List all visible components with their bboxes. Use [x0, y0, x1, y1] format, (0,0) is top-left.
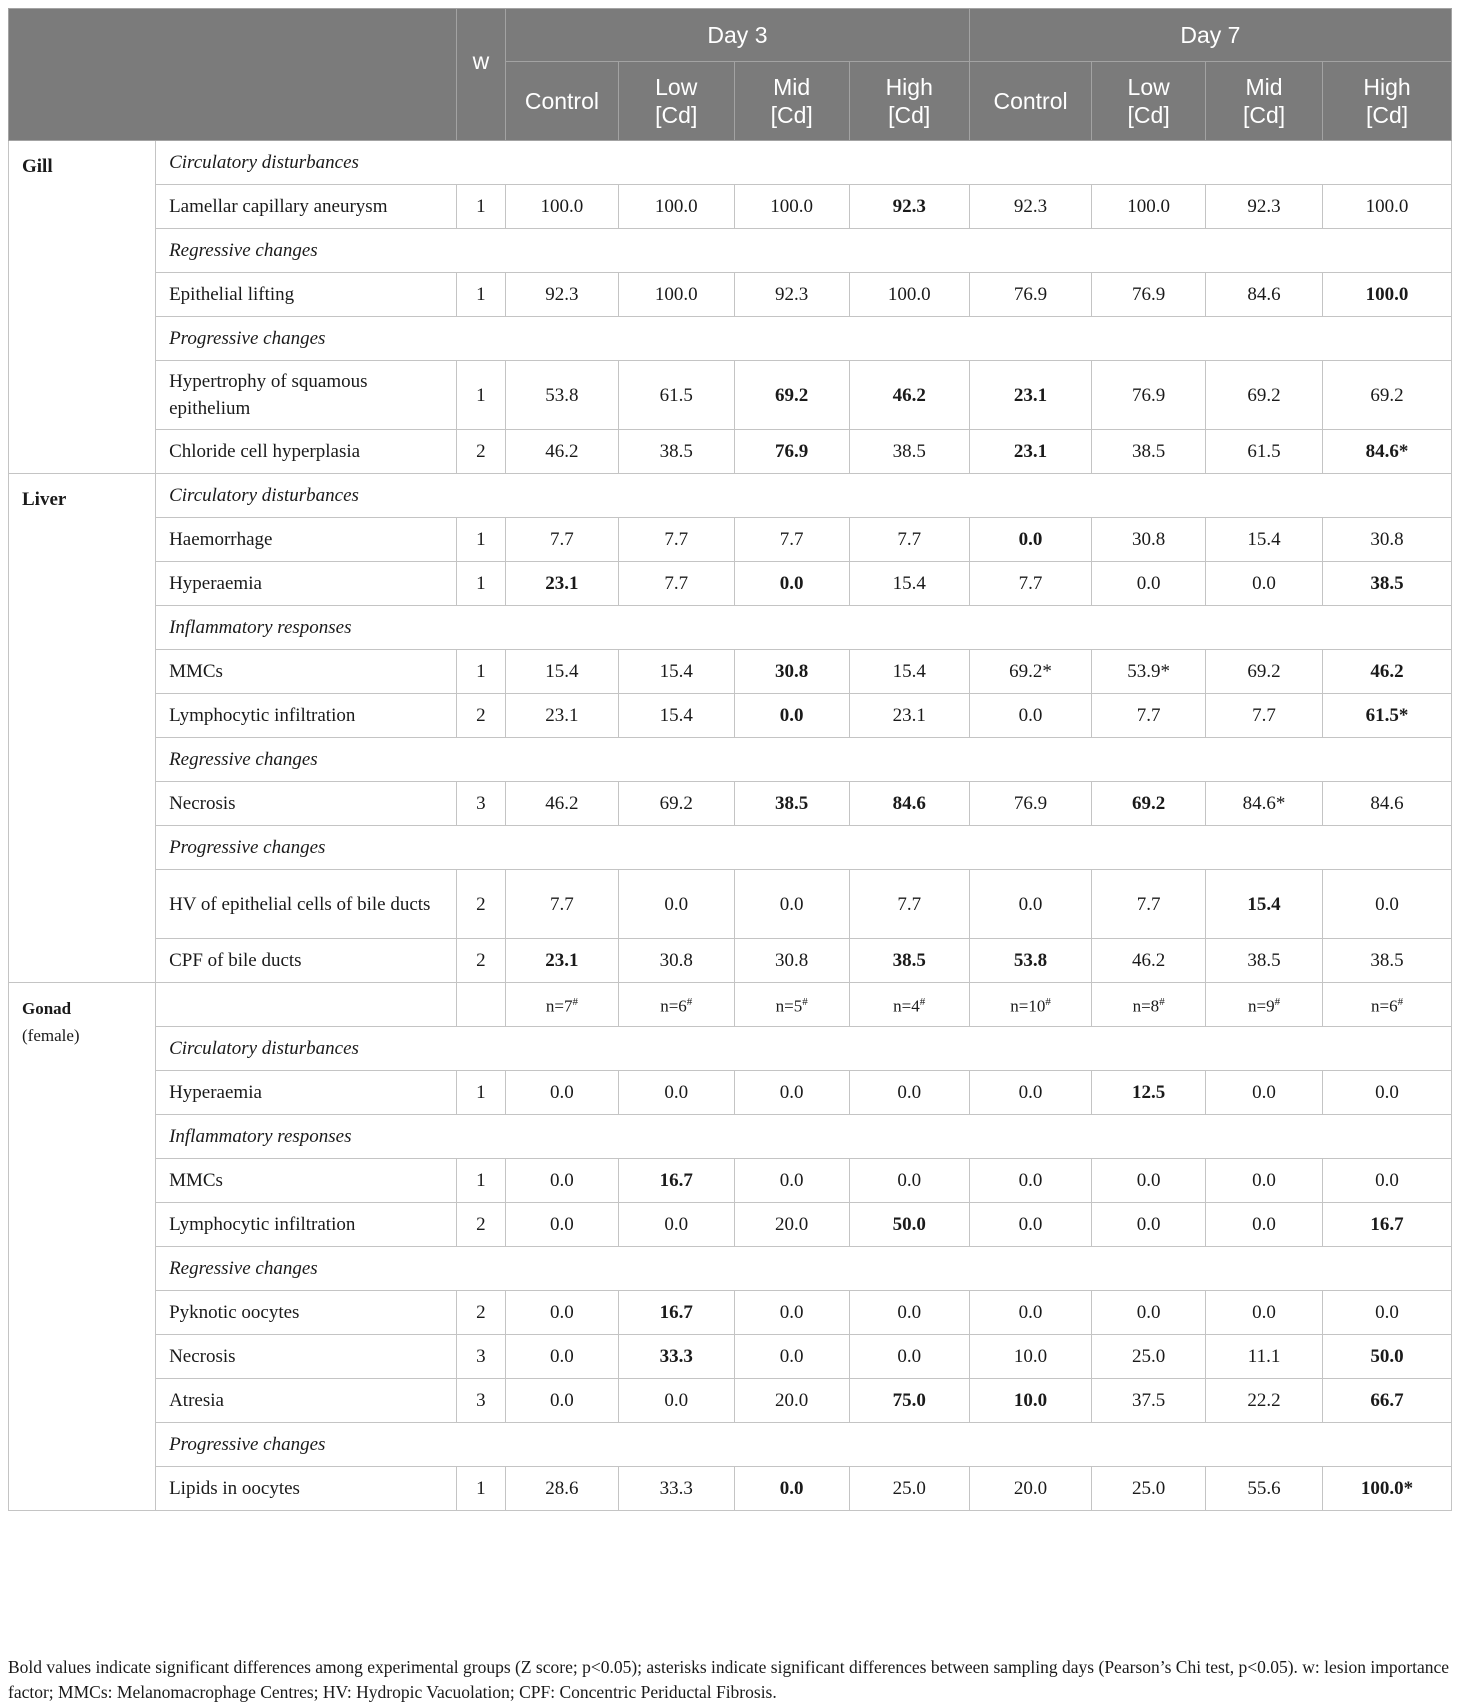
value-cell: 0.0 — [1323, 1291, 1452, 1335]
value-cell: 0.0 — [969, 1159, 1091, 1203]
value-cell: 75.0 — [849, 1379, 969, 1423]
lesion-label: Lymphocytic infiltration — [156, 1203, 457, 1247]
sample-size-cell — [1092, 983, 1206, 1027]
value-cell: 0.0 — [1206, 1203, 1323, 1247]
value-cell: 0.0 — [1206, 1291, 1323, 1335]
value-cell: 15.4 — [506, 650, 619, 694]
w-factor-cell: 2 — [456, 694, 505, 738]
sample-size-marker: # — [572, 996, 578, 1009]
value-cell: 92.3 — [734, 273, 849, 317]
column-header-line: Control — [993, 88, 1068, 114]
table-row — [9, 870, 1452, 939]
lesion-label: Lymphocytic infiltration — [156, 694, 457, 738]
sample-size-value: n=6 — [660, 996, 687, 1016]
category-label: Progressive changes — [156, 826, 1452, 870]
sample-size-value: n=7 — [545, 996, 573, 1016]
w-column-header: w — [456, 9, 505, 141]
value-cell: 38.5 — [734, 782, 849, 826]
table-row — [9, 1379, 1452, 1423]
sample-size-value: n=5 — [775, 996, 803, 1016]
value-cell: 0.0 — [734, 694, 849, 738]
lesion-label: CPF of bile ducts — [156, 939, 457, 983]
w-factor-cell: 1 — [456, 650, 505, 694]
value-cell: 0.0 — [849, 1335, 969, 1379]
category-row — [9, 229, 1452, 273]
value-cell: 38.5 — [849, 430, 969, 474]
value-cell: 100.0 — [734, 185, 849, 229]
value-cell: 10.0 — [969, 1379, 1091, 1423]
w-factor-cell: 3 — [456, 1335, 505, 1379]
table-footnote: Bold values indicate significant differences among experimental groups (Z score; p<0.05); asterisks indicate significant differences between sampling days (Pearson’s Chi test, p<0.05). w: lesion importance factor; MMCs: Melanomacrophage Centres; HV: Hydropic Vacuolation; CPF: Concentric Periductal Fibrosis. — [8, 1657, 1450, 1702]
value-cell: 22.2 — [1206, 1379, 1323, 1423]
value-cell: 38.5 — [1323, 939, 1452, 983]
sample-size-marker: # — [1045, 996, 1051, 1009]
value-cell: 0.0 — [506, 1159, 619, 1203]
value-cell: 100.0 — [618, 273, 734, 317]
table-row — [9, 1467, 1452, 1511]
category-label: Circulatory disturbances — [156, 474, 1452, 518]
column-header-line: Mid — [773, 74, 811, 100]
value-cell: 0.0 — [1092, 562, 1206, 606]
value-cell: 100.0 — [1323, 273, 1452, 317]
value-cell: 15.4 — [849, 650, 969, 694]
sample-size-cell — [734, 983, 849, 1027]
lesion-label: Atresia — [156, 1379, 457, 1423]
lesion-label: MMCs — [156, 650, 457, 694]
sample-size-cell — [849, 983, 969, 1027]
value-cell: 53.9* — [1092, 650, 1206, 694]
value-cell: 46.2 — [1323, 650, 1452, 694]
value-cell: 7.7 — [734, 518, 849, 562]
value-cell: 69.2 — [1206, 361, 1323, 430]
empty-cell — [156, 983, 457, 1027]
w-factor-cell: 2 — [456, 939, 505, 983]
column-header-line: High — [885, 74, 933, 100]
value-cell: 0.0 — [1206, 1071, 1323, 1115]
w-factor-cell: 3 — [456, 782, 505, 826]
lesion-label: Necrosis — [156, 782, 457, 826]
column-header-line: Control — [524, 88, 599, 114]
sample-size-value: n=8 — [1132, 996, 1160, 1016]
column-header-6 — [1206, 62, 1323, 141]
value-cell: 0.0 — [618, 1203, 734, 1247]
day3-group-header: Day 3 — [506, 9, 970, 62]
value-cell: 0.0 — [506, 1071, 619, 1115]
w-factor-cell: 3 — [456, 1379, 505, 1423]
value-cell: 0.0 — [734, 1467, 849, 1511]
category-row — [9, 474, 1452, 518]
value-cell: 0.0 — [506, 1291, 619, 1335]
value-cell: 16.7 — [618, 1159, 734, 1203]
value-cell: 0.0 — [969, 1071, 1091, 1115]
column-header-2 — [734, 62, 849, 141]
value-cell: 16.7 — [618, 1291, 734, 1335]
column-header-1 — [618, 62, 734, 141]
table-header — [9, 9, 1452, 141]
value-cell: 0.0 — [734, 1291, 849, 1335]
value-cell: 0.0 — [734, 1335, 849, 1379]
value-cell: 38.5 — [849, 939, 969, 983]
value-cell: 66.7 — [1323, 1379, 1452, 1423]
value-cell: 46.2 — [506, 430, 619, 474]
histopathology-table — [8, 8, 1452, 1511]
value-cell: 30.8 — [734, 650, 849, 694]
organ-subtitle: (female) — [22, 1026, 80, 1045]
column-header-line: Low — [655, 74, 698, 100]
sample-size-value: n=6 — [1370, 996, 1398, 1016]
lesion-label: Lamellar capillary aneurysm — [156, 185, 457, 229]
category-row — [9, 317, 1452, 361]
w-factor-cell: 1 — [456, 1467, 505, 1511]
sample-size-marker: # — [1397, 996, 1404, 1009]
value-cell: 69.2 — [1323, 361, 1452, 430]
value-cell: 7.7 — [506, 870, 619, 939]
sample-size-marker: # — [686, 996, 693, 1009]
value-cell: 0.0 — [734, 1159, 849, 1203]
value-cell: 23.1 — [849, 694, 969, 738]
lesion-label: Pyknotic oocytes — [156, 1291, 457, 1335]
value-cell: 100.0* — [1323, 1467, 1452, 1511]
value-cell: 23.1 — [969, 361, 1091, 430]
value-cell: 30.8 — [618, 939, 734, 983]
category-row — [9, 826, 1452, 870]
table-row — [9, 1203, 1452, 1247]
table-row — [9, 1291, 1452, 1335]
lesion-label: Lipids in oocytes — [156, 1467, 457, 1511]
value-cell: 61.5 — [618, 361, 734, 430]
table-row — [9, 1159, 1452, 1203]
value-cell: 7.7 — [969, 562, 1091, 606]
value-cell: 0.0 — [969, 870, 1091, 939]
column-header-0 — [506, 62, 619, 141]
value-cell: 0.0 — [1092, 1203, 1206, 1247]
value-cell: 100.0 — [849, 273, 969, 317]
value-cell: 33.3 — [618, 1335, 734, 1379]
value-cell: 100.0 — [1092, 185, 1206, 229]
value-cell: 92.3 — [1206, 185, 1323, 229]
value-cell: 38.5 — [1092, 430, 1206, 474]
value-cell: 25.0 — [1092, 1335, 1206, 1379]
value-cell: 25.0 — [849, 1467, 969, 1511]
value-cell: 0.0 — [506, 1379, 619, 1423]
lesion-label: Haemorrhage — [156, 518, 457, 562]
value-cell: 38.5 — [618, 430, 734, 474]
value-cell: 0.0 — [618, 870, 734, 939]
value-cell: 84.6 — [849, 782, 969, 826]
sample-size-cell — [506, 983, 619, 1027]
category-row — [9, 1247, 1452, 1291]
value-cell: 100.0 — [1323, 185, 1452, 229]
value-cell: 0.0 — [969, 518, 1091, 562]
value-cell: 0.0 — [849, 1159, 969, 1203]
value-cell: 0.0 — [1092, 1291, 1206, 1335]
category-label: Progressive changes — [156, 317, 1452, 361]
category-label: Inflammatory responses — [156, 606, 1452, 650]
value-cell: 15.4 — [618, 650, 734, 694]
value-cell: 76.9 — [734, 430, 849, 474]
value-cell: 11.1 — [1206, 1335, 1323, 1379]
value-cell: 7.7 — [849, 518, 969, 562]
day7-group-header: Day 7 — [969, 9, 1451, 62]
category-row — [9, 1027, 1452, 1071]
w-factor-cell: 1 — [456, 562, 505, 606]
value-cell: 0.0 — [734, 562, 849, 606]
value-cell: 50.0 — [1323, 1335, 1452, 1379]
category-label: Circulatory disturbances — [156, 141, 1452, 185]
column-header-line: [Cd] — [655, 102, 698, 128]
w-factor-cell: 1 — [456, 1159, 505, 1203]
value-cell: 0.0 — [506, 1335, 619, 1379]
value-cell: 0.0 — [1206, 1159, 1323, 1203]
sample-size-marker: # — [802, 996, 808, 1009]
value-cell: 84.6 — [1206, 273, 1323, 317]
organ-name: Gill — [22, 156, 53, 177]
value-cell: 69.2 — [1206, 650, 1323, 694]
value-cell: 46.2 — [1092, 939, 1206, 983]
sample-size-cell — [969, 983, 1091, 1027]
organ-label — [9, 474, 156, 983]
sample-size-marker: # — [1274, 996, 1281, 1009]
table-row — [9, 273, 1452, 317]
value-cell: 20.0 — [734, 1203, 849, 1247]
value-cell: 76.9 — [969, 273, 1091, 317]
value-cell: 46.2 — [849, 361, 969, 430]
table-row — [9, 939, 1452, 983]
sample-size-value: n=9 — [1248, 996, 1275, 1016]
category-label: Regressive changes — [156, 229, 1452, 273]
value-cell: 15.4 — [1206, 518, 1323, 562]
sample-size-row — [9, 983, 1452, 1027]
lesion-label: Necrosis — [156, 1335, 457, 1379]
value-cell: 23.1 — [969, 430, 1091, 474]
value-cell: 53.8 — [506, 361, 619, 430]
column-header-4 — [969, 62, 1091, 141]
w-factor-cell: 1 — [456, 1071, 505, 1115]
category-label: Inflammatory responses — [156, 1115, 1452, 1159]
value-cell: 0.0 — [1323, 1159, 1452, 1203]
value-cell: 76.9 — [969, 782, 1091, 826]
value-cell: 84.6* — [1323, 430, 1452, 474]
table-body — [9, 141, 1452, 1511]
category-label: Regressive changes — [156, 738, 1452, 782]
lesion-label: MMCs — [156, 1159, 457, 1203]
value-cell: 0.0 — [969, 1291, 1091, 1335]
w-factor-cell: 2 — [456, 870, 505, 939]
value-cell: 0.0 — [849, 1291, 969, 1335]
w-factor-cell: 1 — [456, 185, 505, 229]
value-cell: 55.6 — [1206, 1467, 1323, 1511]
value-cell: 0.0 — [849, 1071, 969, 1115]
lesion-label: Hyperaemia — [156, 562, 457, 606]
value-cell: 0.0 — [1323, 870, 1452, 939]
category-row — [9, 606, 1452, 650]
w-factor-cell: 1 — [456, 518, 505, 562]
value-cell: 20.0 — [969, 1467, 1091, 1511]
table-row — [9, 1071, 1452, 1115]
category-label: Circulatory disturbances — [156, 1027, 1452, 1071]
header-corner-cell — [9, 9, 457, 141]
table-row — [9, 518, 1452, 562]
value-cell: 84.6 — [1323, 782, 1452, 826]
empty-cell — [456, 983, 505, 1027]
value-cell: 61.5* — [1323, 694, 1452, 738]
value-cell: 0.0 — [1206, 562, 1323, 606]
value-cell: 20.0 — [734, 1379, 849, 1423]
lesion-label: HV of epithelial cells of bile ducts — [156, 870, 457, 939]
value-cell: 7.7 — [506, 518, 619, 562]
organ-label — [9, 983, 156, 1511]
value-cell: 69.2 — [734, 361, 849, 430]
value-cell: 92.3 — [506, 273, 619, 317]
value-cell: 23.1 — [506, 694, 619, 738]
lesion-label: Epithelial lifting — [156, 273, 457, 317]
value-cell: 92.3 — [849, 185, 969, 229]
value-cell: 23.1 — [506, 939, 619, 983]
sample-size-value: n=4 — [893, 996, 920, 1016]
w-factor-cell: 1 — [456, 273, 505, 317]
value-cell: 50.0 — [849, 1203, 969, 1247]
value-cell: 28.6 — [506, 1467, 619, 1511]
column-header-5 — [1092, 62, 1206, 141]
value-cell: 7.7 — [618, 562, 734, 606]
organ-name: Liver — [22, 489, 67, 510]
table-row — [9, 430, 1452, 474]
value-cell: 69.2* — [969, 650, 1091, 694]
lesion-label: Chloride cell hyperplasia — [156, 430, 457, 474]
value-cell: 37.5 — [1092, 1379, 1206, 1423]
column-header-3 — [849, 62, 969, 141]
value-cell: 0.0 — [969, 1203, 1091, 1247]
value-cell: 92.3 — [969, 185, 1091, 229]
value-cell: 7.7 — [1092, 694, 1206, 738]
category-label: Regressive changes — [156, 1247, 1452, 1291]
sample-size-value: n=10 — [1010, 996, 1046, 1016]
value-cell: 0.0 — [734, 870, 849, 939]
category-row — [9, 1423, 1452, 1467]
value-cell: 30.8 — [1092, 518, 1206, 562]
value-cell: 53.8 — [969, 939, 1091, 983]
value-cell: 38.5 — [1206, 939, 1323, 983]
value-cell: 0.0 — [506, 1203, 619, 1247]
value-cell: 0.0 — [618, 1379, 734, 1423]
lesion-label: Hyperaemia — [156, 1071, 457, 1115]
value-cell: 69.2 — [1092, 782, 1206, 826]
value-cell: 15.4 — [849, 562, 969, 606]
column-header-line: Low — [1127, 74, 1170, 100]
lesion-label: Hypertrophy of squamous epithelium — [156, 361, 457, 430]
category-label: Progressive changes — [156, 1423, 1452, 1467]
column-header-line: High — [1363, 74, 1411, 100]
value-cell: 7.7 — [618, 518, 734, 562]
column-header-line: [Cd] — [1365, 102, 1409, 128]
value-cell: 0.0 — [734, 1071, 849, 1115]
sample-size-marker: # — [919, 996, 926, 1009]
value-cell: 15.4 — [618, 694, 734, 738]
column-header-line: [Cd] — [888, 102, 931, 128]
value-cell: 7.7 — [849, 870, 969, 939]
organ-name: Gonad — [22, 999, 72, 1018]
value-cell: 25.0 — [1092, 1467, 1206, 1511]
value-cell: 0.0 — [1092, 1159, 1206, 1203]
column-header-line: Mid — [1245, 74, 1283, 100]
value-cell: 61.5 — [1206, 430, 1323, 474]
table-row — [9, 1335, 1452, 1379]
value-cell: 38.5 — [1323, 562, 1452, 606]
table-row — [9, 361, 1452, 430]
value-cell: 84.6* — [1206, 782, 1323, 826]
value-cell: 0.0 — [1323, 1071, 1452, 1115]
value-cell: 100.0 — [506, 185, 619, 229]
value-cell: 0.0 — [969, 694, 1091, 738]
value-cell: 16.7 — [1323, 1203, 1452, 1247]
table-row — [9, 694, 1452, 738]
w-factor-cell: 1 — [456, 361, 505, 430]
value-cell: 76.9 — [1092, 361, 1206, 430]
value-cell: 23.1 — [506, 562, 619, 606]
sample-size-cell — [1323, 983, 1452, 1027]
table-row — [9, 562, 1452, 606]
value-cell: 7.7 — [1092, 870, 1206, 939]
value-cell: 69.2 — [618, 782, 734, 826]
organ-label — [9, 141, 156, 474]
table-row — [9, 185, 1452, 229]
value-cell: 30.8 — [1323, 518, 1452, 562]
value-cell: 100.0 — [618, 185, 734, 229]
value-cell: 15.4 — [1206, 870, 1323, 939]
sample-size-cell — [618, 983, 734, 1027]
w-factor-cell: 2 — [456, 1203, 505, 1247]
column-header-line: [Cd] — [770, 102, 813, 128]
w-factor-cell: 2 — [456, 1291, 505, 1335]
value-cell: 0.0 — [618, 1071, 734, 1115]
table-row — [9, 782, 1452, 826]
sample-size-cell — [1206, 983, 1323, 1027]
value-cell: 10.0 — [969, 1335, 1091, 1379]
column-header-line: [Cd] — [1242, 102, 1286, 128]
w-factor-cell: 2 — [456, 430, 505, 474]
value-cell: 12.5 — [1092, 1071, 1206, 1115]
column-header-line: [Cd] — [1127, 102, 1170, 128]
value-cell: 33.3 — [618, 1467, 734, 1511]
value-cell: 76.9 — [1092, 273, 1206, 317]
sample-size-marker: # — [1159, 996, 1165, 1009]
value-cell: 7.7 — [1206, 694, 1323, 738]
value-cell: 46.2 — [506, 782, 619, 826]
table-row — [9, 650, 1452, 694]
category-row — [9, 738, 1452, 782]
column-header-7 — [1323, 62, 1452, 141]
value-cell: 30.8 — [734, 939, 849, 983]
category-row — [9, 141, 1452, 185]
category-row — [9, 1115, 1452, 1159]
